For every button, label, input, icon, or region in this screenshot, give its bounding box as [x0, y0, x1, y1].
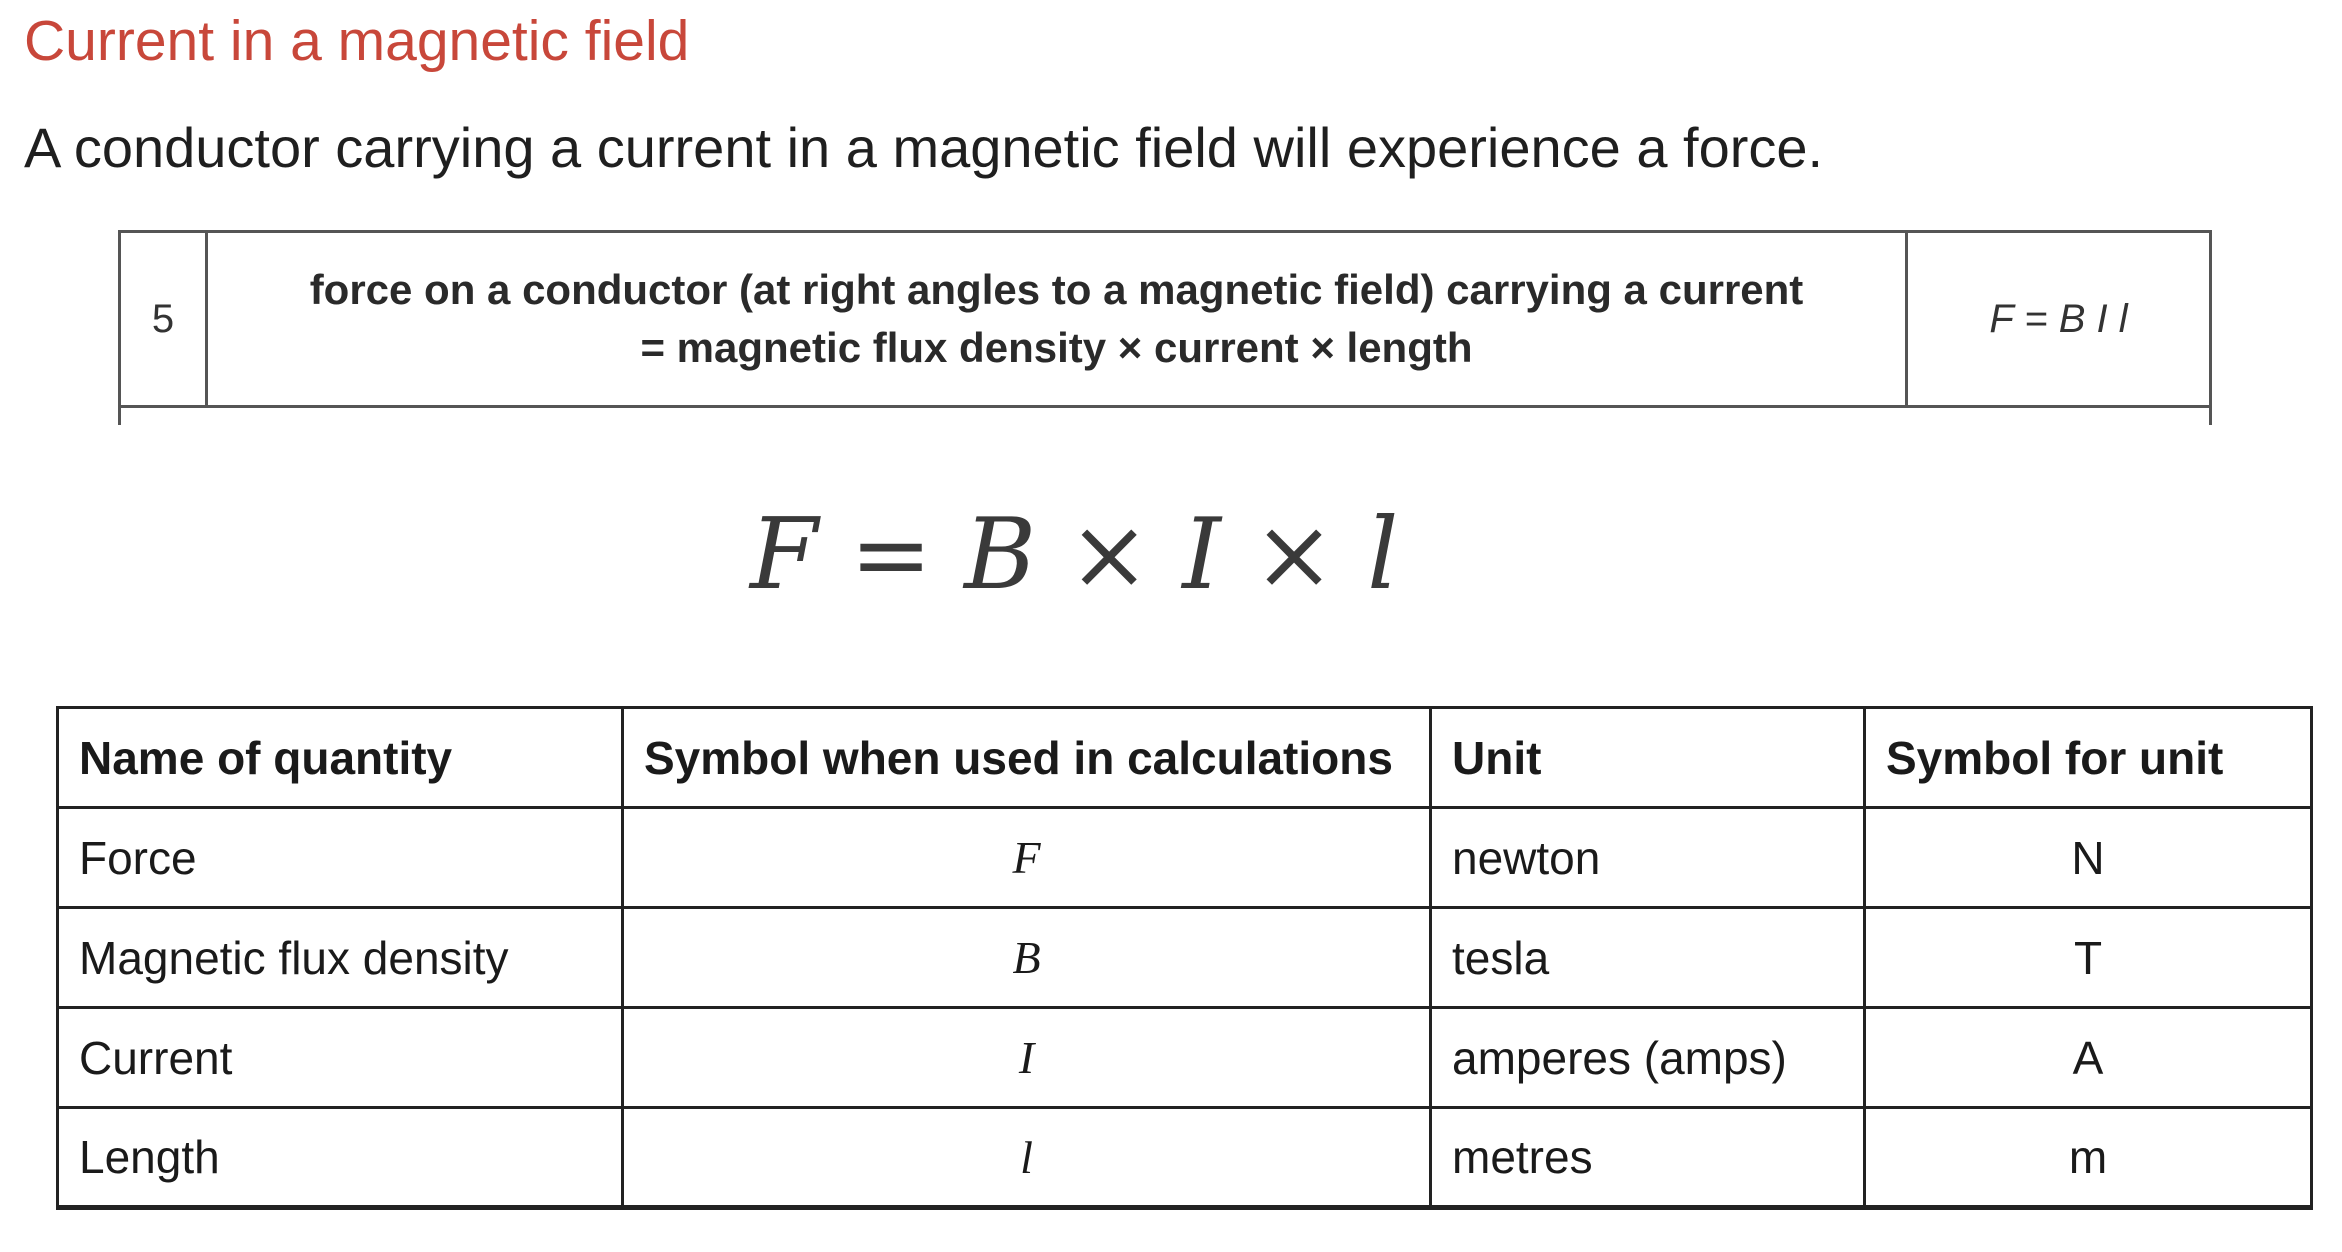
- unit-symbol: N: [1865, 808, 2312, 908]
- quantity-unit: tesla: [1431, 908, 1865, 1008]
- quantity-symbol: l: [623, 1108, 1431, 1208]
- force-equation: [750, 498, 1510, 612]
- header-name-of-quantity: Name of quantity: [58, 708, 623, 808]
- quantity-unit: metres: [1431, 1108, 1865, 1208]
- equation-sheet-row: [118, 230, 2212, 408]
- quantity-name: Current: [58, 1008, 623, 1108]
- intro-text: A conductor carrying a current in a magnetic field will experience a force.: [24, 116, 1824, 179]
- table-row: [58, 908, 2312, 1008]
- eq-times-1: ×: [1068, 498, 1155, 612]
- equation-description: [208, 233, 1908, 405]
- section-heading: Current in a magnetic field: [24, 9, 690, 73]
- unit-symbol: A: [1865, 1008, 2312, 1108]
- header-unit: Unit: [1431, 708, 1865, 808]
- eq-equals: =: [850, 498, 937, 612]
- quantity-symbol: F: [623, 808, 1431, 908]
- equation-description-line2: = magnetic flux density × current × length: [640, 324, 1473, 371]
- table-row: [58, 1008, 2312, 1108]
- eq-symbol-f: F: [750, 498, 822, 612]
- quantity-symbol: I: [623, 1008, 1431, 1108]
- equation-formula: F = B I l: [1989, 296, 2128, 341]
- eq-symbol-i: I: [1182, 498, 1225, 612]
- unit-symbol: m: [1865, 1108, 2312, 1208]
- eq-times-2: ×: [1253, 498, 1340, 612]
- quantity-unit: newton: [1431, 808, 1865, 908]
- table-row: [58, 1108, 2312, 1208]
- quantity-name: Force: [58, 808, 623, 908]
- header-symbol-for-unit: Symbol for unit: [1865, 708, 2312, 808]
- quantity-name: Length: [58, 1108, 623, 1208]
- unit-symbol: T: [1865, 908, 2312, 1008]
- eq-symbol-b: B: [964, 498, 1041, 612]
- equation-description-line1: force on a conductor (at right angles to a magnetic field) carrying a current: [309, 266, 1804, 313]
- quantities-table: [56, 706, 2313, 1210]
- equation-number: 5: [121, 233, 208, 405]
- eq-symbol-l: l: [1367, 498, 1403, 612]
- quantity-name: Magnetic flux density: [58, 908, 623, 1008]
- header-symbol-in-calculations: Symbol when used in calculations: [623, 708, 1431, 808]
- table-row: [58, 808, 2312, 908]
- table-header-row: [58, 708, 2312, 808]
- quantity-unit: amperes (amps): [1431, 1008, 1865, 1108]
- quantity-symbol: B: [623, 908, 1431, 1008]
